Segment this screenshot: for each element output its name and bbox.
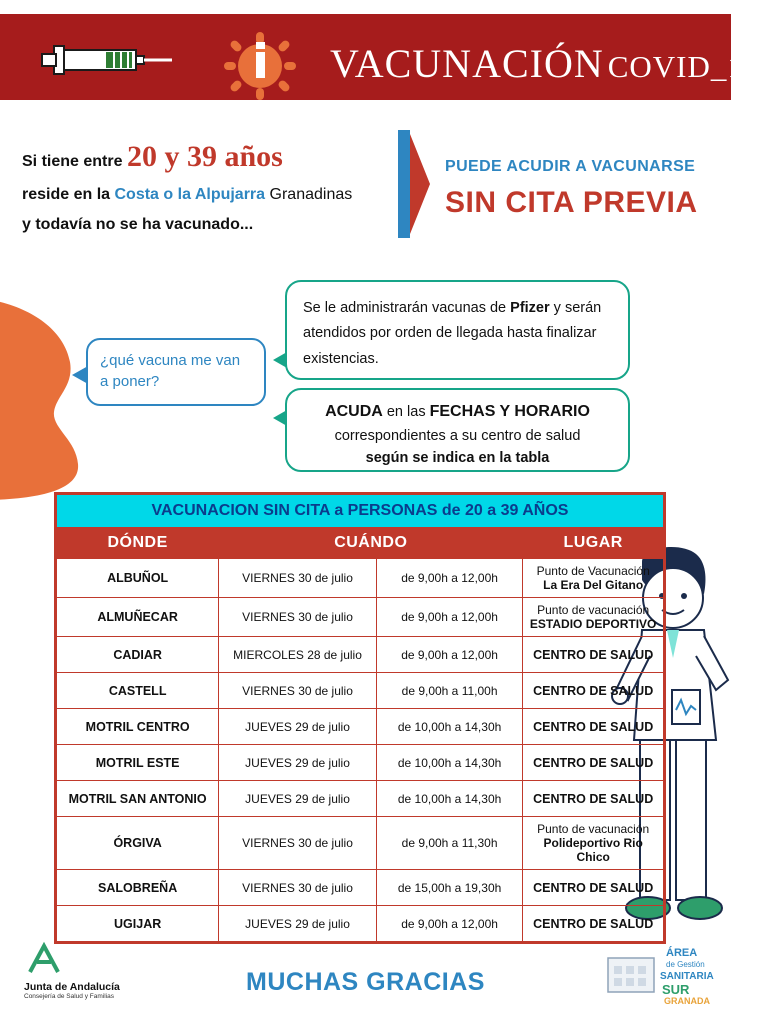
cell-donde: UGIJAR: [57, 906, 219, 942]
intro-line1-pre: Si tiene entre: [22, 153, 123, 170]
cell-donde: SALOBREÑA: [57, 870, 219, 906]
area-text-1: ÁREA: [666, 947, 698, 959]
arrow-right-icon: [398, 130, 430, 238]
answer-post: y serán atendidos por orden de llegada hasta finalizar existencias.: [303, 300, 602, 367]
cell-lugar-line2: CENTRO DE SALUD: [533, 880, 654, 895]
cell-fecha: VIERNES 30 de julio: [219, 559, 377, 598]
cell-fecha: JUEVES 29 de julio: [219, 709, 377, 745]
intro-line2-pre: reside en la: [22, 186, 111, 203]
cell-donde: MOTRIL SAN ANTONIO: [57, 781, 219, 817]
area-text-3: SANITARIA: [660, 971, 714, 982]
cell-lugar-line2: La Era Del Gitano: [543, 578, 644, 592]
cell-horario: de 15,00h a 19,30h: [376, 870, 523, 906]
cell-horario: de 9,00h a 12,00h: [376, 637, 523, 673]
answer-brand: Pfizer: [510, 300, 550, 316]
cell-lugar: [523, 673, 664, 709]
column-header-lugar: LUGAR: [523, 528, 664, 559]
cell-lugar-line2: CENTRO DE SALUD: [533, 916, 654, 931]
answer-pre: Se le administrarán vacunas de: [303, 300, 511, 316]
intro-right-bottom: SIN CITA PREVIA: [445, 186, 698, 219]
notice-line-1: [301, 400, 614, 425]
table-row: [57, 637, 664, 673]
table-row: [57, 709, 664, 745]
notice-line-2: correspondientes a su centro de salud: [334, 427, 581, 444]
speech-bubble-question: [86, 338, 266, 406]
cell-donde: ALBUÑOL: [57, 559, 219, 598]
intro-line3-text: y todavía no se ha vacunado...: [22, 216, 254, 233]
cell-donde: CASTELL: [57, 673, 219, 709]
notice-line-3: según se indica en la tabla: [365, 450, 550, 467]
face-silhouette-icon: [0, 300, 102, 500]
cell-horario: de 10,00h a 14,30h: [376, 745, 523, 781]
cell-lugar-line1: Punto de Vacunación: [536, 564, 650, 578]
cell-horario: de 9,00h a 11,00h: [376, 673, 523, 709]
cell-lugar-line2: ESTADIO DEPORTIVO: [529, 617, 657, 631]
area-text-5: GRANADA: [664, 996, 710, 1006]
intro-line-3: [22, 216, 402, 234]
cell-fecha: MIERCOLES 28 de julio: [219, 637, 377, 673]
cell-lugar-line2: Polideportivo Rio Chico: [543, 836, 643, 864]
cell-horario: de 9,00h a 11,30h: [376, 817, 523, 870]
cell-donde: MOTRIL ESTE: [57, 745, 219, 781]
intro-age-range: 20 y 39 años: [126, 140, 283, 173]
page-title: [330, 40, 760, 87]
table-row: [57, 598, 664, 637]
syringe-icon: [36, 36, 176, 84]
table-title-row: [57, 495, 664, 528]
cell-lugar-line2: CENTRO DE SALUD: [533, 791, 654, 806]
cell-horario: de 9,00h a 12,00h: [376, 906, 523, 942]
intro-line-1: [22, 140, 402, 174]
cell-fecha: JUEVES 29 de julio: [219, 906, 377, 942]
header-banner: [0, 14, 760, 100]
intro-right-top: PUEDE ACUDIR A VACUNARSE: [445, 158, 696, 175]
notice-acuda: ACUDA: [325, 403, 383, 420]
cell-fecha: VIERNES 30 de julio: [219, 598, 377, 637]
speech-bubble-answer: [285, 280, 630, 380]
cell-lugar: [523, 781, 664, 817]
vaccination-schedule-table: [54, 492, 666, 944]
coronavirus-icon: [222, 30, 298, 102]
cell-lugar: [523, 637, 664, 673]
cell-lugar: [523, 559, 664, 598]
cell-fecha: VIERNES 30 de julio: [219, 817, 377, 870]
cell-lugar-line2: CENTRO DE SALUD: [533, 755, 654, 770]
cell-lugar-line2: CENTRO DE SALUD: [533, 647, 654, 662]
cell-lugar: [523, 745, 664, 781]
junta-name: Junta de Andalucía: [24, 981, 120, 993]
table-header-row: [57, 528, 664, 559]
notice-enlas: en las: [382, 404, 430, 420]
question-text: ¿qué vacuna me van a poner?: [100, 352, 241, 390]
area-text-2: de Gestión: [666, 960, 705, 969]
column-header-cuando: CUÁNDO: [219, 528, 523, 559]
cell-lugar-line1: Punto de vacunación: [537, 603, 650, 617]
table-row: [57, 673, 664, 709]
cell-lugar: [523, 906, 664, 942]
cell-fecha: VIERNES 30 de julio: [219, 870, 377, 906]
cell-horario: de 10,00h a 14,30h: [376, 709, 523, 745]
cell-fecha: JUEVES 29 de julio: [219, 745, 377, 781]
cell-lugar: [523, 598, 664, 637]
table-row: [57, 745, 664, 781]
intro-left-text: [22, 140, 402, 246]
cell-horario: de 10,00h a 14,30h: [376, 781, 523, 817]
cell-fecha: VIERNES 30 de julio: [219, 673, 377, 709]
table-body: [57, 559, 664, 942]
table-row: [57, 817, 664, 870]
cell-donde: CADIAR: [57, 637, 219, 673]
cell-lugar-line1: Punto de vacunación: [537, 822, 650, 836]
notice-fechas: FECHAS Y HORARIO: [429, 403, 590, 420]
cell-lugar: [523, 817, 664, 870]
table-row: [57, 781, 664, 817]
column-header-donde: DÓNDE: [57, 528, 219, 559]
cell-lugar: [523, 709, 664, 745]
table-title: VACUNACION SIN CITA a PERSONAS de 20 a 39 AÑOS: [57, 495, 664, 528]
cell-donde: MOTRIL CENTRO: [57, 709, 219, 745]
cell-donde: ALMUÑECAR: [57, 598, 219, 637]
table-row: [57, 559, 664, 598]
thanks-message: MUCHAS GRACIAS: [246, 968, 485, 996]
junta-sub: Consejería de Salud y Familias: [24, 993, 114, 1000]
cell-horario: de 9,00h a 12,00h: [376, 598, 523, 637]
area-text-4: SUR: [662, 982, 690, 997]
area-gestion-sanitaria-logo: [604, 940, 722, 1010]
table-row: [57, 870, 664, 906]
page-title-sub: COVID_19: [607, 49, 760, 84]
cell-fecha: JUEVES 29 de julio: [219, 781, 377, 817]
page-title-main: VACUNACIÓN: [330, 41, 604, 86]
cell-lugar: [523, 870, 664, 906]
intro-right-text: [445, 158, 725, 220]
speech-bubble-notice: [285, 388, 630, 472]
cell-horario: de 9,00h a 12,00h: [376, 559, 523, 598]
cell-lugar-line2: CENTRO DE SALUD: [533, 683, 654, 698]
table-row: [57, 906, 664, 942]
cell-donde: ÓRGIVA: [57, 817, 219, 870]
intro-line2-post: Granadinas: [269, 186, 353, 203]
intro-line-2: [22, 186, 402, 204]
intro-place: Costa o la Alpujarra: [114, 186, 266, 203]
cell-lugar-line2: CENTRO DE SALUD: [533, 719, 654, 734]
